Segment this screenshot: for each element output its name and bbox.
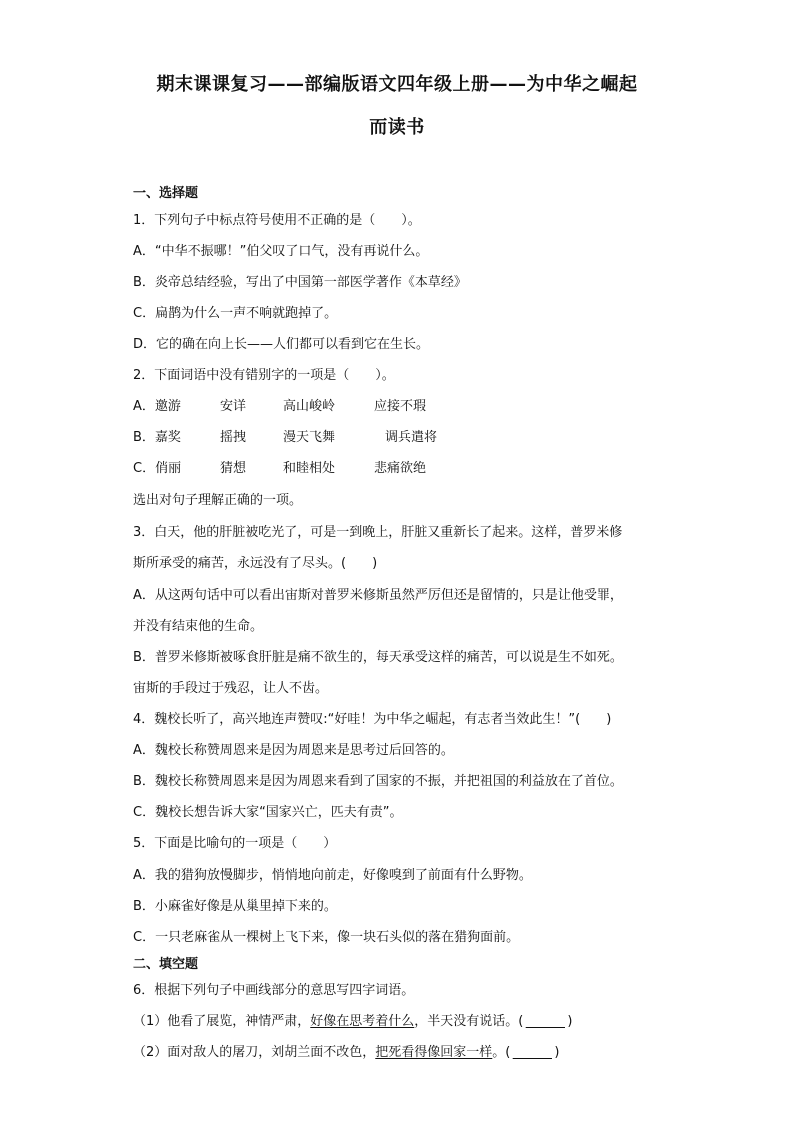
q1-stem: 1．下列句子中标点符号使用不正确的是（ ）。 — [133, 213, 421, 228]
q3-option-b-line-1: B．普罗米修斯被啄食肝脏是痛不欲生的，每天承受这样的痛苦，可以说是生不如死。 — [133, 650, 623, 665]
q6-s1-answer-blank[interactable]: ______ — [525, 1014, 565, 1029]
q3-stem-line-2: 斯所承受的痛苦，永远没有了尽头。( ) — [133, 556, 378, 571]
q5-option-c: C．一只老麻雀从一棵树上飞下来，像一块石头似的落在猎狗面前。 — [133, 930, 520, 945]
q2-c-word-3: 和睦相处 — [283, 461, 336, 476]
q4-stem: 4．魏校长听了，高兴地连声赞叹:“好哇！为中华之崛起，有志者当效此生！”( ) — [133, 712, 612, 727]
section-heading-choice: 一、选择题 — [133, 186, 199, 201]
q2-b-word-4: 调兵遣将 — [385, 430, 438, 445]
q2-a-word-2: 安详 — [220, 399, 247, 414]
q6-s2-underlined: 把死看得像回家一样 — [375, 1045, 493, 1060]
q1-option-a: A．“中华不振哪！”伯父叹了口气，没有再说什么。 — [133, 244, 429, 259]
title-line-2: 而读书 — [369, 117, 425, 138]
q3-option-a-line-1: A．从这两句话中可以看出宙斯对普罗米修斯虽然严厉但还是留情的，只是让他受罪， — [133, 588, 623, 603]
q2-option-a — [133, 398, 426, 416]
q1-option-c: C．扁鹊为什么一声不响就跑掉了。 — [133, 306, 338, 321]
section-heading-fill: 二、填空题 — [133, 957, 199, 972]
q2-a-word-1: A．邀游 — [133, 399, 181, 414]
q5-option-b: B．小麻雀好像是从巢里掉下来的。 — [133, 899, 337, 914]
q2-a-word-3: 高山峻岭 — [283, 399, 336, 414]
q6-s1-close: ) — [567, 1014, 573, 1029]
q4-option-b: B．魏校长称赞周恩来是因为周恩来看到了国家的不振，并把祖国的利益放在了首位。 — [133, 774, 623, 789]
q3-option-a-line-2: 并没有结束他的生命。 — [133, 619, 264, 634]
q3-option-b-line-2: 宙斯的手段过于残忍，让人不齿。 — [133, 681, 329, 696]
q6-sentence-2 — [133, 1044, 559, 1062]
q6-s1-suffix: ，半天没有说话。( — [414, 1014, 524, 1029]
q2-option-b — [133, 429, 437, 447]
q5-option-a: A．我的猎狗放慢脚步，悄悄地向前走，好像嗅到了前面有什么野物。 — [133, 868, 532, 883]
q2-c-word-2: 猜想 — [220, 461, 247, 476]
q1-option-b: B．炎帝总结经验，写出了中国第一部医学著作《本草经》 — [133, 275, 467, 290]
title-line-1: 期末课课复习——部编版语文四年级上册——为中华之崛起 — [156, 74, 638, 95]
q6-s1-underlined: 好像在思考着什么 — [310, 1014, 415, 1029]
q6-s1-prefix: （1）他看了展览，神情严肃， — [133, 1014, 311, 1029]
q6-sentence-1 — [133, 1013, 572, 1031]
q1-option-d: D．它的确在向上长——人们都可以看到它在生长。 — [133, 337, 430, 352]
q3-intro: 选出对句子理解正确的一项。 — [133, 493, 303, 508]
q2-stem: 2．下面词语中没有错别字的一项是（ ）。 — [133, 368, 395, 383]
q4-option-c: C．魏校长想告诉大家“国家兴亡，匹夫有责”。 — [133, 805, 403, 820]
q2-option-c — [133, 460, 426, 478]
q2-c-word-1: C．俏丽 — [133, 461, 182, 476]
q2-c-word-4: 悲痛欲绝 — [374, 461, 427, 476]
q2-a-word-4: 应接不瑕 — [374, 399, 427, 414]
q5-stem: 5．下面是比喻句的一项是（ ） — [133, 836, 337, 851]
q2-b-word-1: B．嘉奖 — [133, 430, 181, 445]
q4-option-a: A．魏校长称赞周恩来是因为周恩来是思考过后回答的。 — [133, 743, 454, 758]
q6-s2-prefix: （2）面对敌人的屠刀，刘胡兰面不改色， — [133, 1045, 376, 1060]
q2-b-word-2: 摇拽 — [220, 430, 247, 445]
q2-b-word-3: 漫天飞舞 — [283, 430, 336, 445]
q6-s2-answer-blank[interactable]: ______ — [512, 1045, 552, 1060]
q6-stem: 6．根据下列句子中画线部分的意思写四字词语。 — [133, 983, 415, 998]
q3-stem-line-1: 3．白天，他的肝脏被吃光了，可是一到晚上，肝脏又重新长了起来。这样，普罗米修 — [133, 525, 623, 540]
q6-s2-suffix: 。( — [492, 1045, 511, 1060]
q6-s2-close: ) — [554, 1045, 560, 1060]
